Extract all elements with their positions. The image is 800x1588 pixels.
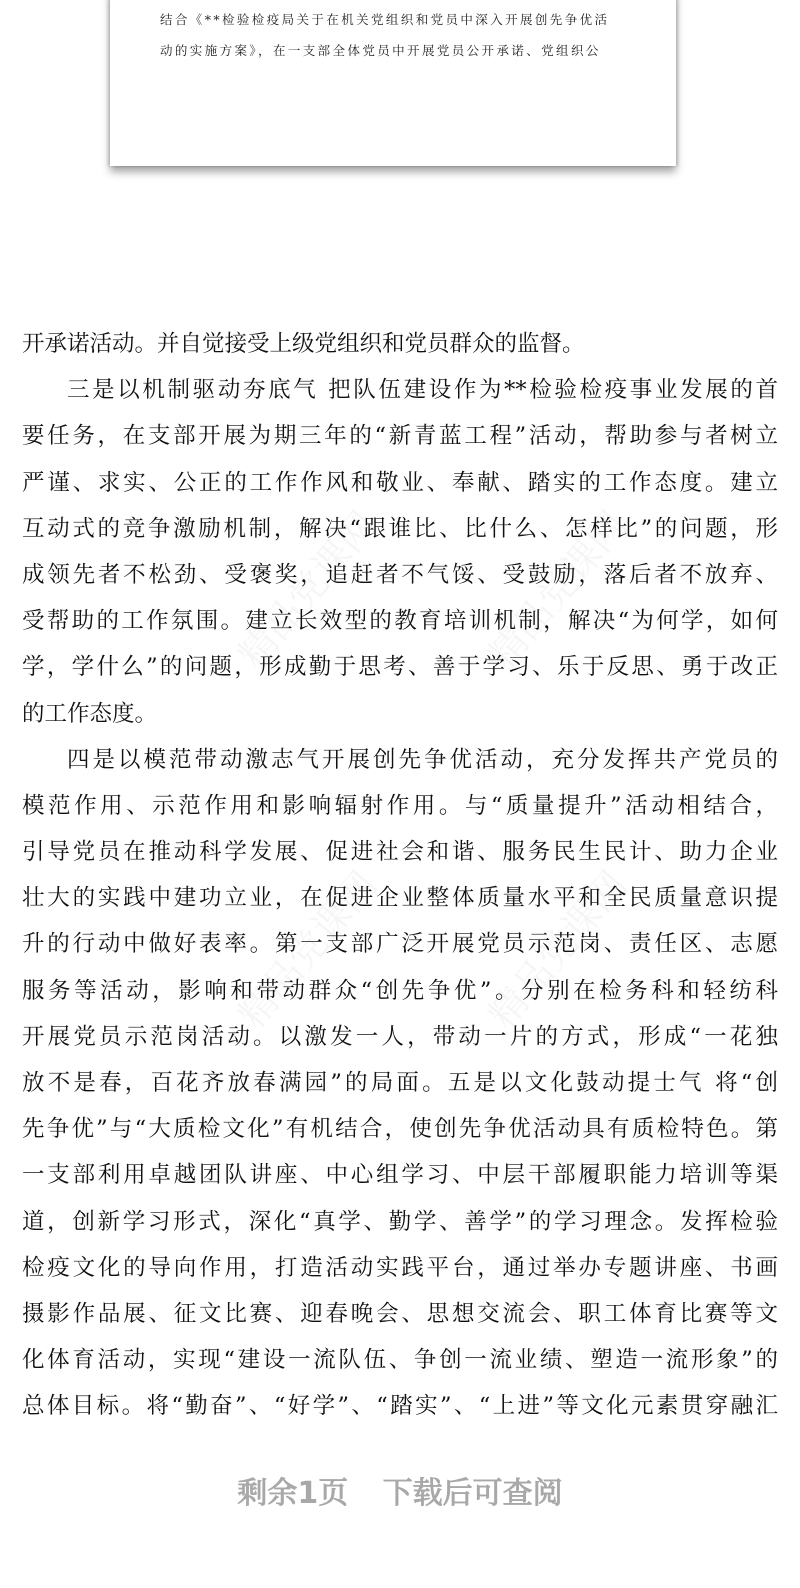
text-line: 受帮助的工作氛围。建立长效型的教育培训机制，解决“为何学，如何 [22, 608, 778, 635]
text-line: 开展党员示范岗活动。以激发一人，带动一片的方式，形成“一花独 [22, 1023, 778, 1050]
text-line: 升的行动中做好表率。第一支部广泛开展党员示范岗、责任区、志愿 [22, 931, 778, 958]
text-line: 先争优”与“大质检文化”有机结合，使创先争优活动具有质检特色。第 [22, 1116, 778, 1143]
text-line: 学，学什么”的问题，形成勤于思考、善于学习、乐于反思、勇于改正 [22, 654, 778, 681]
text-line: 四是以模范带动激志气开展创先争优活动，充分发挥共产党员的 [67, 746, 778, 773]
text-line: 引导党员在推动科学发展、促进社会和谐、服务民生民计、助力企业 [22, 839, 778, 866]
text-line: 成领先者不松劲、受褒奖，追赶者不气馁、受鼓励，落后者不放弃、 [22, 561, 778, 588]
document-body [22, 326, 778, 1435]
text-line: 开承诺活动。并自觉接受上级党组织和党员群众的监督。 [22, 331, 585, 357]
card-line: 结合《**检验检疫局关于在机关党组织和党员中深入开展创先争优活 [160, 12, 610, 27]
text-line: 总体目标。将“勤奋”、“好学”、“踏实”、“上进”等文化元素贯穿融汇 [22, 1393, 778, 1420]
text-line: 检疫文化的导向作用，打造活动实践平台，通过举办专题讲座、书画 [22, 1254, 778, 1281]
text-line: 三是以机制驱动夯底气 把队伍建设作为**检验检疫事业发展的首 [67, 377, 778, 404]
remaining-pages-download-prompt[interactable]: 剩余1页 下载后可查阅 [237, 1476, 563, 1511]
text-line: 摄影作品展、征文比赛、迎春晚会、思想交流会、职工体育比赛等文 [22, 1300, 778, 1327]
text-line: 的工作态度。 [22, 700, 158, 727]
text-line: 化体育活动，实现“建设一流队伍、争创一流业绩、塑造一流形象”的 [22, 1347, 778, 1374]
text-line: 放不是春，百花齐放春满园”的局面。五是以文化鼓动提士气 将“创 [22, 1070, 778, 1096]
text-line: 模范作用、示范作用和影响辐射作用。与“质量提升”活动相结合， [22, 792, 778, 819]
text-line: 互动式的竞争激励机制，解决“跟谁比、比什么、怎样比”的问题，形 [22, 515, 778, 542]
text-line: 服务等活动，影响和带动群众“创先争优”。分别在检务科和轻纺科 [22, 977, 778, 1004]
text-line: 道，创新学习形式，深化“真学、勤学、善学”的学习理念。发挥检验 [22, 1208, 778, 1235]
preview-page-card [110, 0, 676, 166]
text-line: 一支部利用卓越团队讲座、中心组学习、中层干部履职能力培训等渠 [22, 1162, 778, 1189]
text-line: 严谨、求实、公正的工作作风和敬业、奉献、踏实的工作态度。建立 [22, 469, 778, 496]
text-line: 要任务，在支部开展为期三年的“新青蓝工程”活动，帮助参与者树立 [22, 423, 778, 450]
card-line: 动的实施方案》，在一支部全体党员中开展党员公开承诺、党组织公 [160, 43, 601, 58]
text-line: 壮大的实践中建功立业，在促进企业整体质量水平和全民质量意识提 [22, 885, 778, 912]
